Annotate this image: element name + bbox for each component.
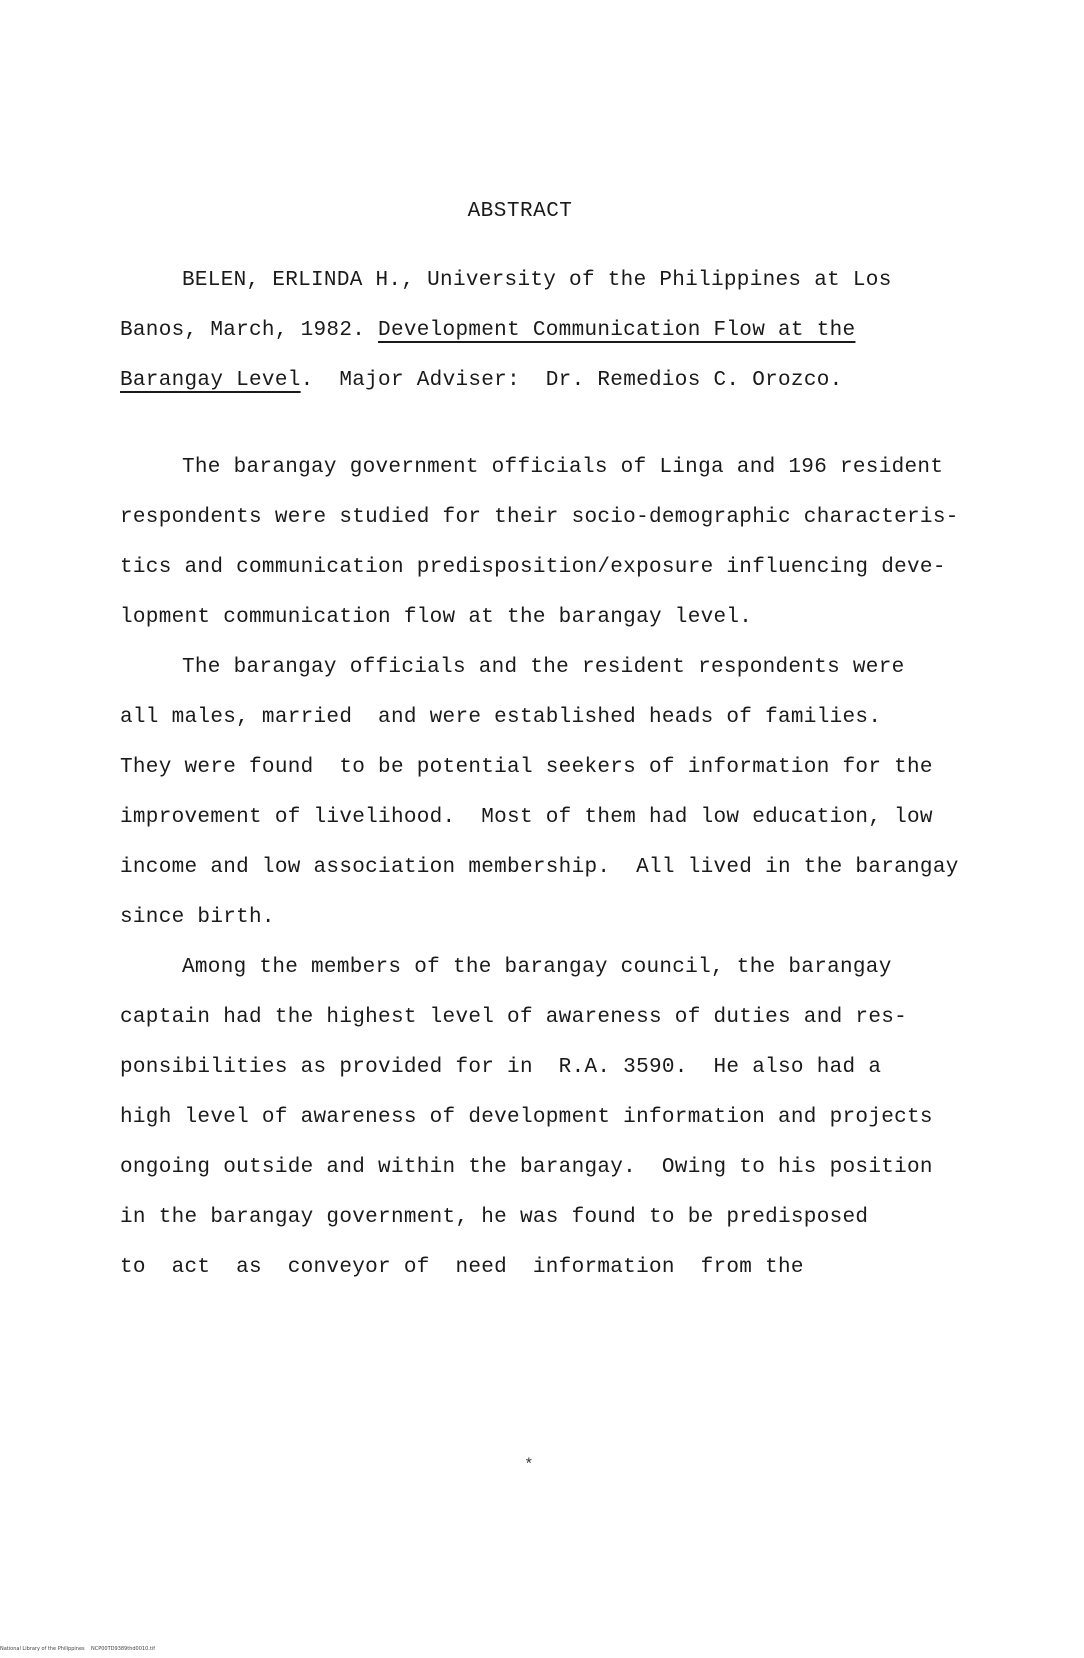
paragraph-1-line: tics and communication predisposition/exposure influencing deve- bbox=[120, 556, 946, 579]
paragraph-1-line: lopment communication flow at the barangay level. bbox=[120, 606, 753, 629]
thesis-title-part-1: Development Communication Flow at the bbox=[378, 319, 856, 342]
paragraph-3-line: ponsibilities as provided for in R.A. 3590. He also had a bbox=[120, 1056, 882, 1079]
paragraph-3-line: to act as conveyor of need information from the bbox=[120, 1256, 804, 1279]
paragraph-3-line: ongoing outside and within the barangay. Owing to his position bbox=[120, 1156, 933, 1179]
paragraph-2-line: They were found to be potential seekers of information for the bbox=[120, 756, 933, 779]
paragraph-2-line: all males, married and were established heads of families. bbox=[120, 706, 882, 729]
paragraph-3-line: high level of awareness of development information and projects bbox=[120, 1106, 933, 1129]
page-mark: * bbox=[524, 1456, 534, 1474]
thesis-title-part-2: Barangay Level bbox=[120, 369, 301, 392]
paragraph-1-line: The barangay government officials of Linga and 196 resident bbox=[182, 456, 944, 479]
paragraph-1-line: respondents were studied for their socio-demographic characteris- bbox=[120, 506, 959, 529]
citation-line-3 bbox=[120, 368, 843, 394]
paragraph-2-line: The barangay officials and the resident respondents were bbox=[182, 656, 905, 679]
paragraph-2-line: income and low association membership. All lived in the barangay bbox=[120, 856, 959, 879]
citation-line-2 bbox=[120, 318, 855, 344]
paragraph-3-line: Among the members of the barangay council, the barangay bbox=[182, 956, 892, 979]
scan-footer: National Library of the Philippines NCP00TD9389thd0010.tif bbox=[0, 1646, 155, 1652]
adviser-text: . Major Adviser: Dr. Remedios C. Orozco. bbox=[300, 369, 843, 392]
paragraph-2-line: improvement of livelihood. Most of them had low education, low bbox=[120, 806, 933, 829]
citation-line-1: BELEN, ERLINDA H., University of the Philippines at Los bbox=[182, 269, 892, 292]
citation-date: Banos, March, 1982. bbox=[120, 319, 379, 342]
paragraph-3-line: captain had the highest level of awareness of duties and res- bbox=[120, 1006, 908, 1029]
paragraph-2-line: since birth. bbox=[120, 906, 275, 929]
paragraph-3-line: in the barangay government, he was found to be predisposed bbox=[120, 1206, 869, 1229]
abstract-heading: ABSTRACT bbox=[467, 200, 573, 223]
